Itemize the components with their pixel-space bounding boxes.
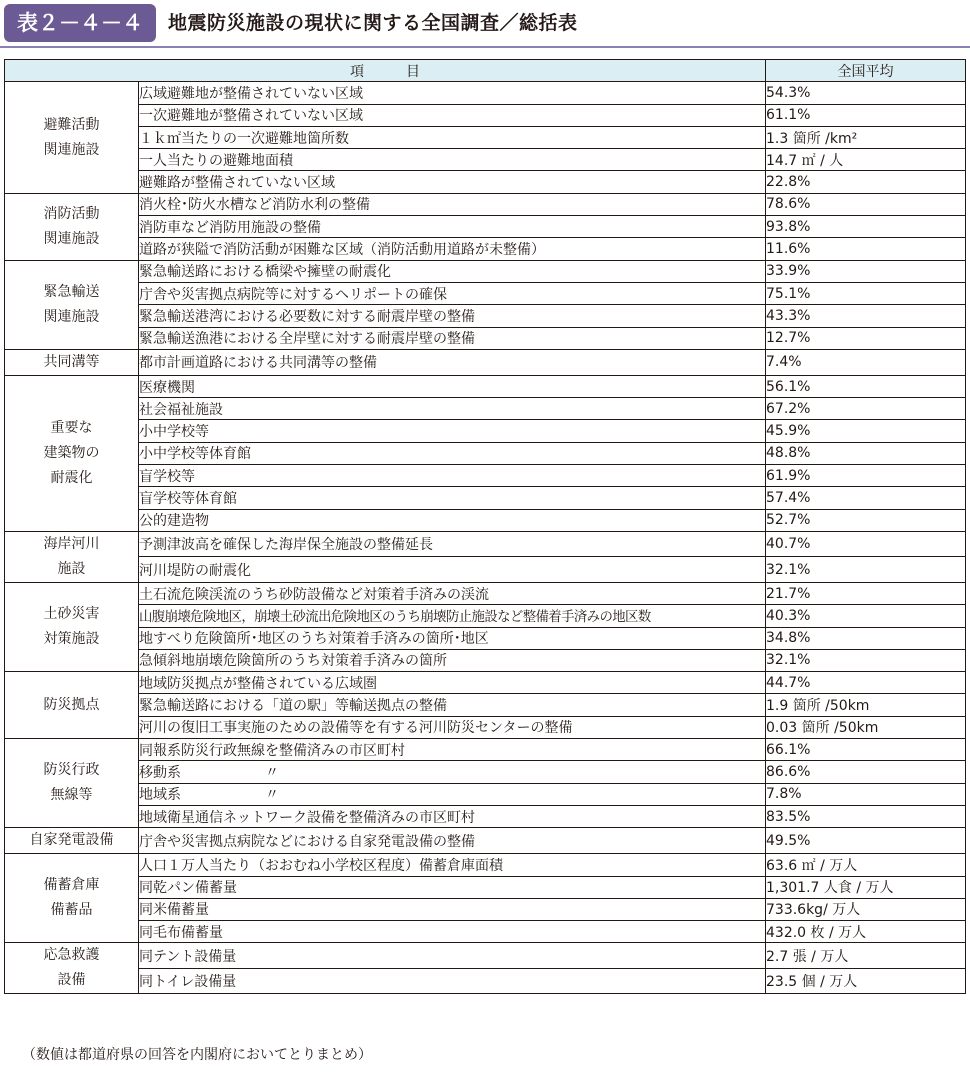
value-cell: 61.1% xyxy=(766,104,966,126)
value-cell: 21.7% xyxy=(766,582,966,604)
item-cell: １ｋ㎡当たりの一次避難地箇所数 xyxy=(139,126,766,148)
value-cell: 45.9% xyxy=(766,420,966,442)
table-row xyxy=(5,805,966,827)
table-row xyxy=(5,739,966,761)
value-cell: 34.8% xyxy=(766,627,966,649)
table-row xyxy=(5,126,966,148)
footnote: （数値は都道府県の回答を内閣府においてとりまとめ） xyxy=(22,1047,372,1063)
value-cell: 23.5 個 / 万人 xyxy=(766,968,966,994)
value-cell: 40.7% xyxy=(766,531,966,557)
category-label: 施設 xyxy=(57,560,86,577)
value-cell: 1.9 箇所 /50km xyxy=(766,694,966,716)
table-row xyxy=(5,921,966,943)
category-cell xyxy=(5,375,139,531)
value-cell: 57.4% xyxy=(766,487,966,509)
category-label: 関連施設 xyxy=(43,230,100,247)
item-cell: 同乾パン備蓄量 xyxy=(139,876,766,898)
table-row xyxy=(5,649,966,671)
table-row xyxy=(5,557,966,583)
value-cell: 83.5% xyxy=(766,805,966,827)
table-row xyxy=(5,349,966,375)
value-cell: 43.3% xyxy=(766,305,966,327)
table-row xyxy=(5,487,966,509)
item-cell: 緊急輸送路における「道の駅」等輸送拠点の整備 xyxy=(139,694,766,716)
item-cell: 同トイレ設備量 xyxy=(139,968,766,994)
table-row xyxy=(5,282,966,304)
category-cell xyxy=(5,531,139,582)
item-cell: 消防車など消防用施設の整備 xyxy=(139,216,766,238)
table-header-row xyxy=(5,60,966,82)
value-cell: 86.6% xyxy=(766,761,966,783)
item-cell: 地すべり危険箇所･地区のうち対策着手済みの箇所･地区 xyxy=(139,627,766,649)
category-label: 消防活動 xyxy=(43,205,100,222)
value-cell: 7.8% xyxy=(766,783,966,805)
item-cell: 道路が狭隘で消防活動が困難な区域（消防活動用道路が未整備） xyxy=(139,238,766,260)
value-cell: 32.1% xyxy=(766,649,966,671)
item-cell: 移動系 〃 xyxy=(139,761,766,783)
category-cell xyxy=(5,582,139,671)
value-cell: 33.9% xyxy=(766,260,966,282)
item-cell: 地域系 〃 xyxy=(139,783,766,805)
table-row xyxy=(5,943,966,969)
value-cell: 1.3 箇所 /km² xyxy=(766,126,966,148)
item-cell: 人口１万人当たり（おおむね小学校区程度）備蓄倉庫面積 xyxy=(139,854,766,876)
item-cell: 避難路が整備されていない区域 xyxy=(139,171,766,193)
category-label: 建築物の xyxy=(43,444,100,461)
category-label: 関連施設 xyxy=(43,141,100,158)
item-cell: 地域衛星通信ネットワーク設備を整備済みの市区町村 xyxy=(139,805,766,827)
table-row xyxy=(5,442,966,464)
table-row xyxy=(5,238,966,260)
item-cell: 消火栓･防火水槽など消防水利の整備 xyxy=(139,193,766,215)
category-label: 防災拠点 xyxy=(43,696,100,713)
table-row xyxy=(5,398,966,420)
value-cell: 78.6% xyxy=(766,193,966,215)
table-row xyxy=(5,761,966,783)
item-cell: 土石流危険渓流のうち砂防設備など対策着手済みの渓流 xyxy=(139,582,766,604)
value-cell: 32.1% xyxy=(766,557,966,583)
table-row xyxy=(5,104,966,126)
item-cell: 一次避難地が整備されていない区域 xyxy=(139,104,766,126)
category-label: 重要な xyxy=(50,419,93,436)
category-label: 備蓄倉庫 xyxy=(43,877,100,894)
item-cell: 都市計画道路における共同溝等の整備 xyxy=(139,349,766,375)
value-cell: 44.7% xyxy=(766,672,966,694)
item-cell: 社会福祉施設 xyxy=(139,398,766,420)
header-national-average: 全国平均 xyxy=(766,60,966,82)
table-row xyxy=(5,260,966,282)
category-cell xyxy=(5,739,139,828)
category-label: 土砂災害 xyxy=(43,606,100,623)
category-cell xyxy=(5,260,139,349)
item-cell: 同米備蓄量 xyxy=(139,898,766,920)
category-label: 対策施設 xyxy=(43,631,100,648)
item-cell: 河川の復旧工事実施のための設備等を有する河川防災センターの整備 xyxy=(139,716,766,738)
item-cell: 盲学校等 xyxy=(139,465,766,487)
value-cell: 40.3% xyxy=(766,605,966,627)
value-cell: 733.6kg/ 万人 xyxy=(766,898,966,920)
category-label: 自家発電設備 xyxy=(29,832,114,849)
item-cell: 緊急輸送漁港における全岸壁に対する耐震岸壁の整備 xyxy=(139,327,766,349)
value-cell: 11.6% xyxy=(766,238,966,260)
category-label: 設備 xyxy=(57,972,86,989)
category-label: 緊急輸送 xyxy=(43,283,100,300)
value-cell: 2.7 張 / 万人 xyxy=(766,943,966,969)
table-row xyxy=(5,828,966,854)
item-cell: 河川堤防の耐震化 xyxy=(139,557,766,583)
table-row xyxy=(5,82,966,104)
value-cell: 75.1% xyxy=(766,282,966,304)
category-label: 無線等 xyxy=(50,787,93,804)
value-cell: 22.8% xyxy=(766,171,966,193)
value-cell: 61.9% xyxy=(766,465,966,487)
item-cell: 広域避難地が整備されていない区域 xyxy=(139,82,766,104)
table-row xyxy=(5,968,966,994)
item-cell: 緊急輸送路における橋梁や擁壁の耐震化 xyxy=(139,260,766,282)
table-row xyxy=(5,171,966,193)
item-cell: 同報系防災行政無線を整備済みの市区町村 xyxy=(139,739,766,761)
table-row xyxy=(5,216,966,238)
table-row xyxy=(5,783,966,805)
value-cell: 432.0 枚 / 万人 xyxy=(766,921,966,943)
item-cell: 小中学校等 xyxy=(139,420,766,442)
value-cell: 56.1% xyxy=(766,375,966,397)
item-cell: 庁舎や災害拠点病院などにおける自家発電設備の整備 xyxy=(139,828,766,854)
item-cell: 公的建造物 xyxy=(139,509,766,531)
item-cell: 庁舎や災害拠点病院等に対するヘリポートの確保 xyxy=(139,282,766,304)
item-cell: 盲学校等体育館 xyxy=(139,487,766,509)
title-divider xyxy=(0,46,970,48)
item-cell: 山腹崩壊危険地区，崩壊土砂流出危険地区のうち崩壊防止施設など整備着手済みの地区数 xyxy=(139,605,766,627)
item-cell: 一人当たりの避難地面積 xyxy=(139,149,766,171)
table-row xyxy=(5,605,966,627)
value-cell: 12.7% xyxy=(766,327,966,349)
table-row xyxy=(5,694,966,716)
table-row xyxy=(5,327,966,349)
table-body xyxy=(5,82,966,994)
table-row xyxy=(5,420,966,442)
value-cell: 54.3% xyxy=(766,82,966,104)
item-cell: 急傾斜地崩壊危険箇所のうち対策着手済みの箇所 xyxy=(139,649,766,671)
value-cell: 63.6 ㎡ / 万人 xyxy=(766,854,966,876)
table-row xyxy=(5,531,966,557)
table-row xyxy=(5,876,966,898)
item-cell: 地域防災拠点が整備されている広域圏 xyxy=(139,672,766,694)
page-title: 地震防災施設の現状に関する全国調査／総括表 xyxy=(168,12,578,34)
value-cell: 7.4% xyxy=(766,349,966,375)
category-cell xyxy=(5,943,139,994)
table-row xyxy=(5,716,966,738)
item-cell: 医療機関 xyxy=(139,375,766,397)
table-row xyxy=(5,305,966,327)
table-row xyxy=(5,465,966,487)
title-bar xyxy=(0,0,970,50)
table-row xyxy=(5,582,966,604)
category-cell xyxy=(5,854,139,943)
value-cell: 52.7% xyxy=(766,509,966,531)
table-number-badge: 表２－４－４ xyxy=(4,4,156,42)
header-item: 項 目 xyxy=(5,60,766,82)
category-label: 備蓄品 xyxy=(50,902,93,919)
category-label: 関連施設 xyxy=(43,308,100,325)
value-cell: 14.7 ㎡ / 人 xyxy=(766,149,966,171)
item-cell: 予測津波高を確保した海岸保全施設の整備延長 xyxy=(139,531,766,557)
table-row xyxy=(5,854,966,876)
category-label: 避難活動 xyxy=(43,116,100,133)
item-cell: 緊急輸送港湾における必要数に対する耐震岸壁の整備 xyxy=(139,305,766,327)
value-cell: 67.2% xyxy=(766,398,966,420)
category-cell xyxy=(5,82,139,193)
value-cell: 66.1% xyxy=(766,739,966,761)
survey-table xyxy=(4,59,966,994)
category-label: 応急救護 xyxy=(43,947,100,964)
item-cell: 同テント設備量 xyxy=(139,943,766,969)
category-cell xyxy=(5,349,139,375)
table-row xyxy=(5,898,966,920)
table-row xyxy=(5,375,966,397)
category-label: 耐震化 xyxy=(50,469,93,486)
item-cell: 同毛布備蓄量 xyxy=(139,921,766,943)
table-row xyxy=(5,627,966,649)
category-label: 防災行政 xyxy=(43,762,100,779)
category-cell xyxy=(5,672,139,739)
value-cell: 1,301.7 人食 / 万人 xyxy=(766,876,966,898)
table-row xyxy=(5,193,966,215)
category-label: 海岸河川 xyxy=(43,535,100,552)
category-label: 共同溝等 xyxy=(43,353,100,370)
category-cell xyxy=(5,193,139,260)
category-cell xyxy=(5,828,139,854)
table-row xyxy=(5,672,966,694)
table-row xyxy=(5,509,966,531)
value-cell: 0.03 箇所 /50km xyxy=(766,716,966,738)
value-cell: 49.5% xyxy=(766,828,966,854)
value-cell: 93.8% xyxy=(766,216,966,238)
value-cell: 48.8% xyxy=(766,442,966,464)
table-row xyxy=(5,149,966,171)
item-cell: 小中学校等体育館 xyxy=(139,442,766,464)
